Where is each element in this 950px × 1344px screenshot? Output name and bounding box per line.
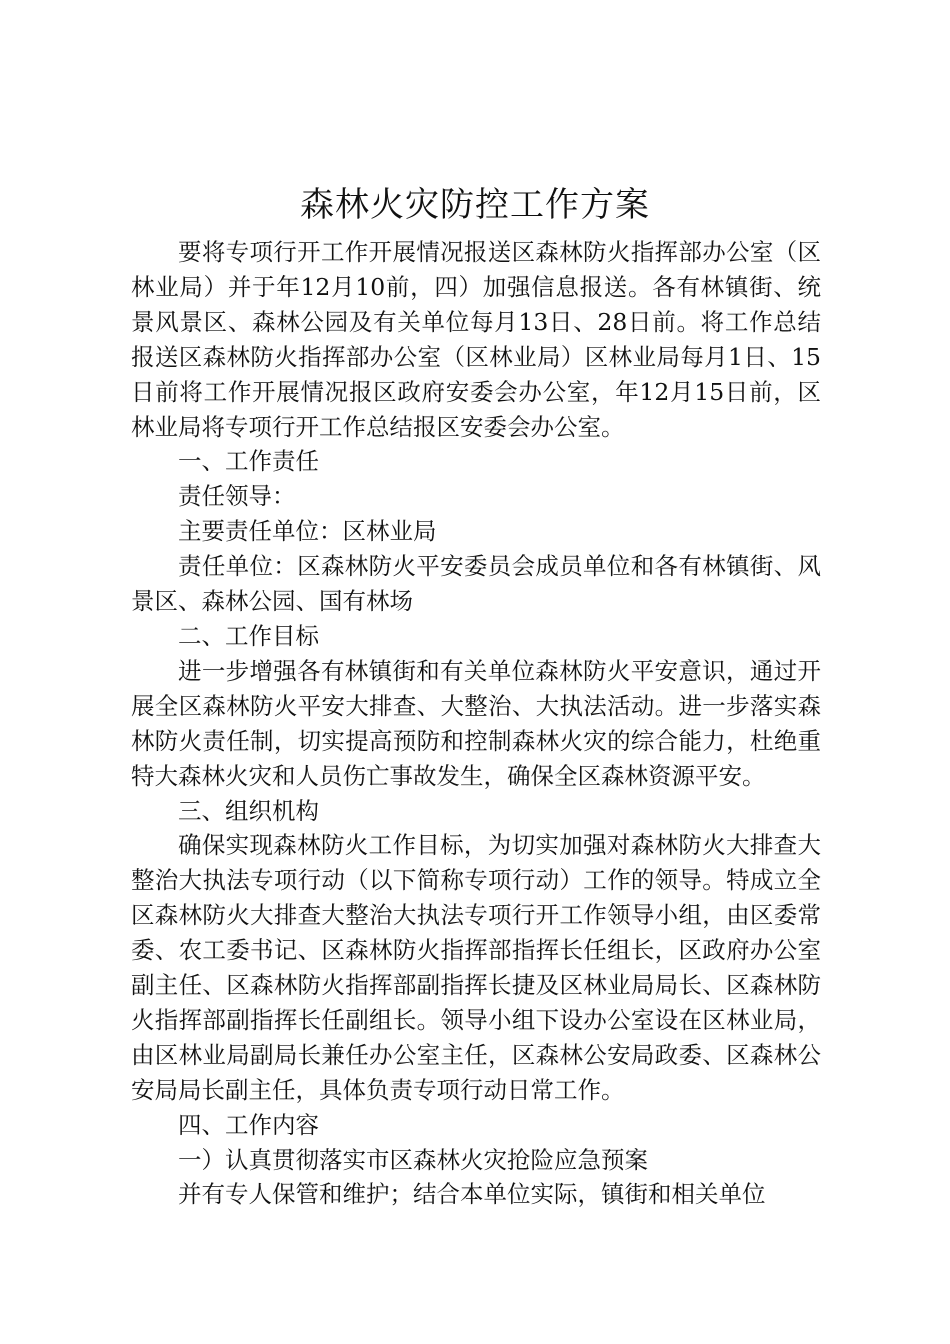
paragraph-responsible-units: 责任单位：区森林防火平安委员会成员单位和各有林镇街、风景区、森林公园、国有林场	[131, 552, 821, 616]
heading-work-goals: 二、工作目标	[178, 621, 319, 650]
paragraph-responsible-leader: 责任领导：	[178, 482, 296, 511]
paragraph-maintenance: 并有专人保管和维护；结合本单位实际，镇街和相关单位	[178, 1180, 766, 1209]
heading-organization: 三、组织机构	[178, 796, 319, 825]
paragraph-reporting: 要将专项行开工作开展情况报送区森林防火指挥部办公室（区林业局）并于年12月10前，四）加强信息报送。各有林镇街、统景风景区、森林公园及有关单位每月13日、28日前。将工作总结报送区森林防火指挥部办公室（区林业局）区林业局每月1日、15日前将工作开展情况报区政府安委会办公室，年12月15日前，区林业局将专项行开工作总结报区安委会办公室。	[131, 238, 821, 441]
heading-work-responsibility: 一、工作责任	[178, 447, 319, 476]
heading-work-content: 四、工作内容	[178, 1110, 319, 1139]
document-title: 森林火灾防控工作方案	[300, 185, 650, 225]
paragraph-organization: 确保实现森林防火工作目标，为切实加强对森林防火大排查大整治大执法专项行动（以下简称专项行动）工作的领导。特成立全区森林防火大排查大整治大执法专项行开工作领导小组，由区委常委、农工委书记、区森林防火指挥部指挥长任组长，区政府办公室副主任、区森林防火指挥部副指挥长捷及区林业局局长、区森林防火指挥部副指挥长任副组长。领导小组下设办公室设在区林业局，由区林业局副局长兼任办公室主任，区森林公安局政委、区森林公安局局长副主任，具体负责专项行动日常工作。	[131, 831, 821, 1104]
subheading-emergency-plan: 一）认真贯彻落实市区森林火灾抢险应急预案	[178, 1145, 648, 1174]
document-body	[131, 235, 821, 1212]
paragraph-main-responsible-unit: 主要责任单位：区林业局	[178, 517, 437, 546]
paragraph-goals: 进一步增强各有林镇街和有关单位森林防火平安意识，通过开展全区森林防火平安大排查、大整治、大执法活动。进一步落实森林防火责任制，切实提高预防和控制森林火灾的综合能力，杜绝重特大森林火灾和人员伤亡事故发生，确保全区森林资源平安。	[131, 656, 821, 790]
